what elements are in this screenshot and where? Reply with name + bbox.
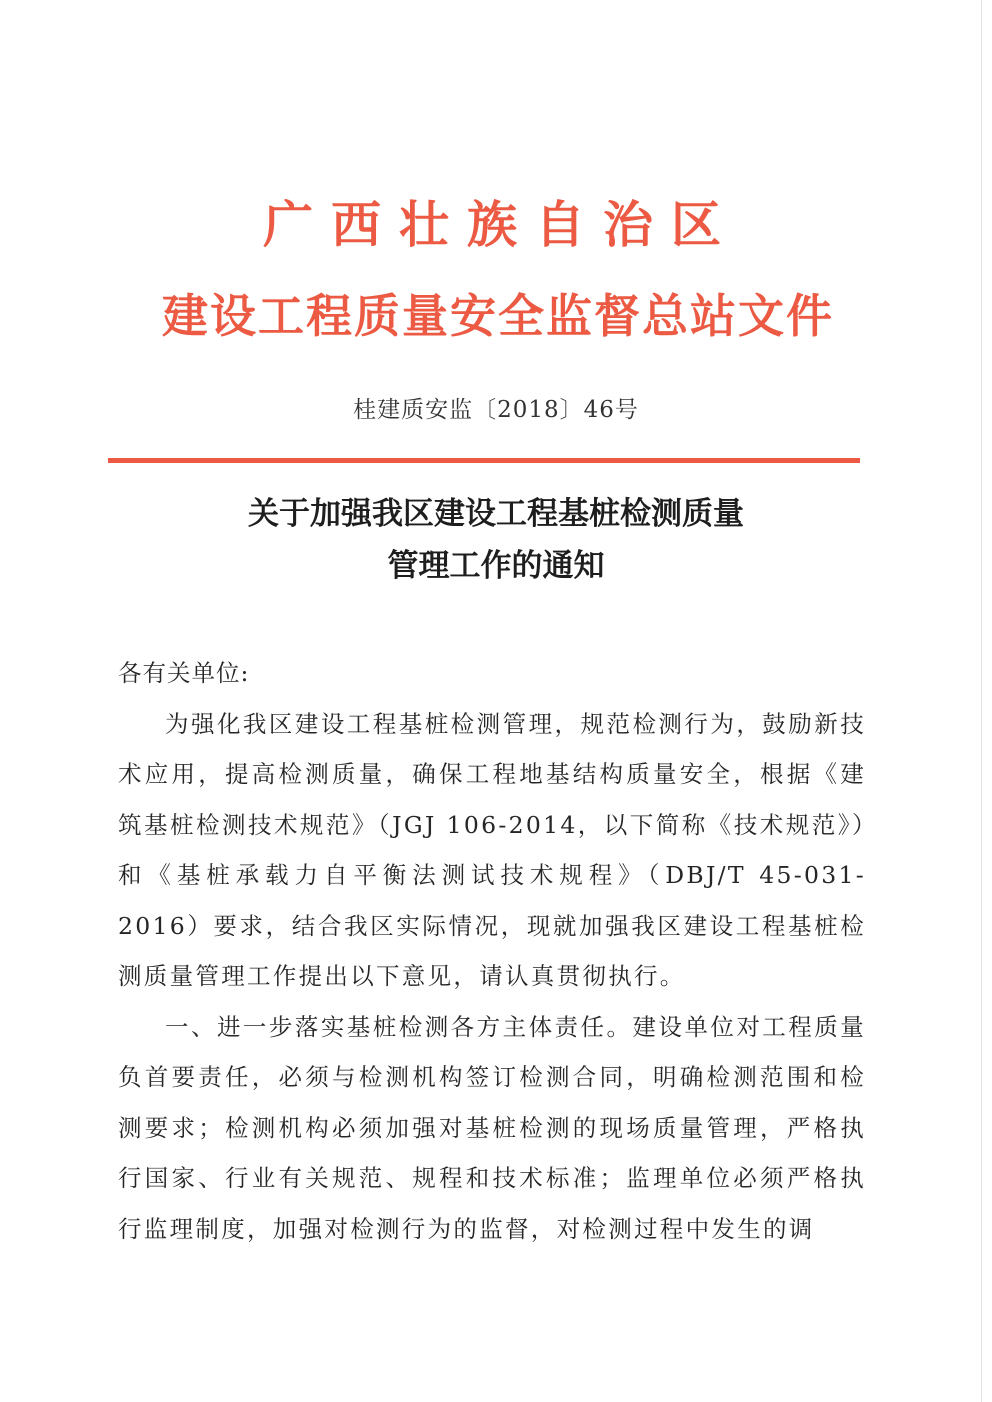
title-line1: 关于加强我区建设工程基桩检测质量 [248, 496, 744, 532]
document-body [118, 648, 866, 1254]
document-title [0, 488, 992, 592]
body-paragraph-1: 一、进一步落实基桩检测各方主体责任。建设单位对工程质量负首要责任，必须与检测机构签订检测合同，明确检测范围和检测要求；检测机构必须加强对基桩检测的现场质量管理，严格执行国家、行业有关规范、规程和技术标准；监理单位必须严格执行监理制度，加强对检测行为的监督，对检测过程中发生的调 [118, 1012, 866, 1243]
salutation: 各有关单位: [118, 659, 250, 687]
title-line2: 管理工作的通知 [387, 548, 605, 584]
red-divider-line [108, 458, 860, 463]
issuer-name-line1: 广西壮族自治区 [263, 196, 739, 254]
issuer-name-line2: 建设工程质量安全监督总站文件 [162, 289, 834, 343]
body-paragraph-intro: 为强化我区建设工程基桩检测管理，规范检测行为，鼓励新技术应用，提高检测质量，确保工程地基结构质量安全，根据《建筑基桩检测技术规范》（JGJ 106-2014，以下简称《技术规范》）和《基桩承载力自平衡法测试技术规程》（DBJ/T 45-031-2016）要求，结合我区实际情况，现就加强我区建设工程基桩检测质量管理工作提出以下意见，请认真贯彻执行。 [118, 709, 866, 990]
document-number: 桂建质安监〔2018〕46号 [353, 397, 639, 423]
